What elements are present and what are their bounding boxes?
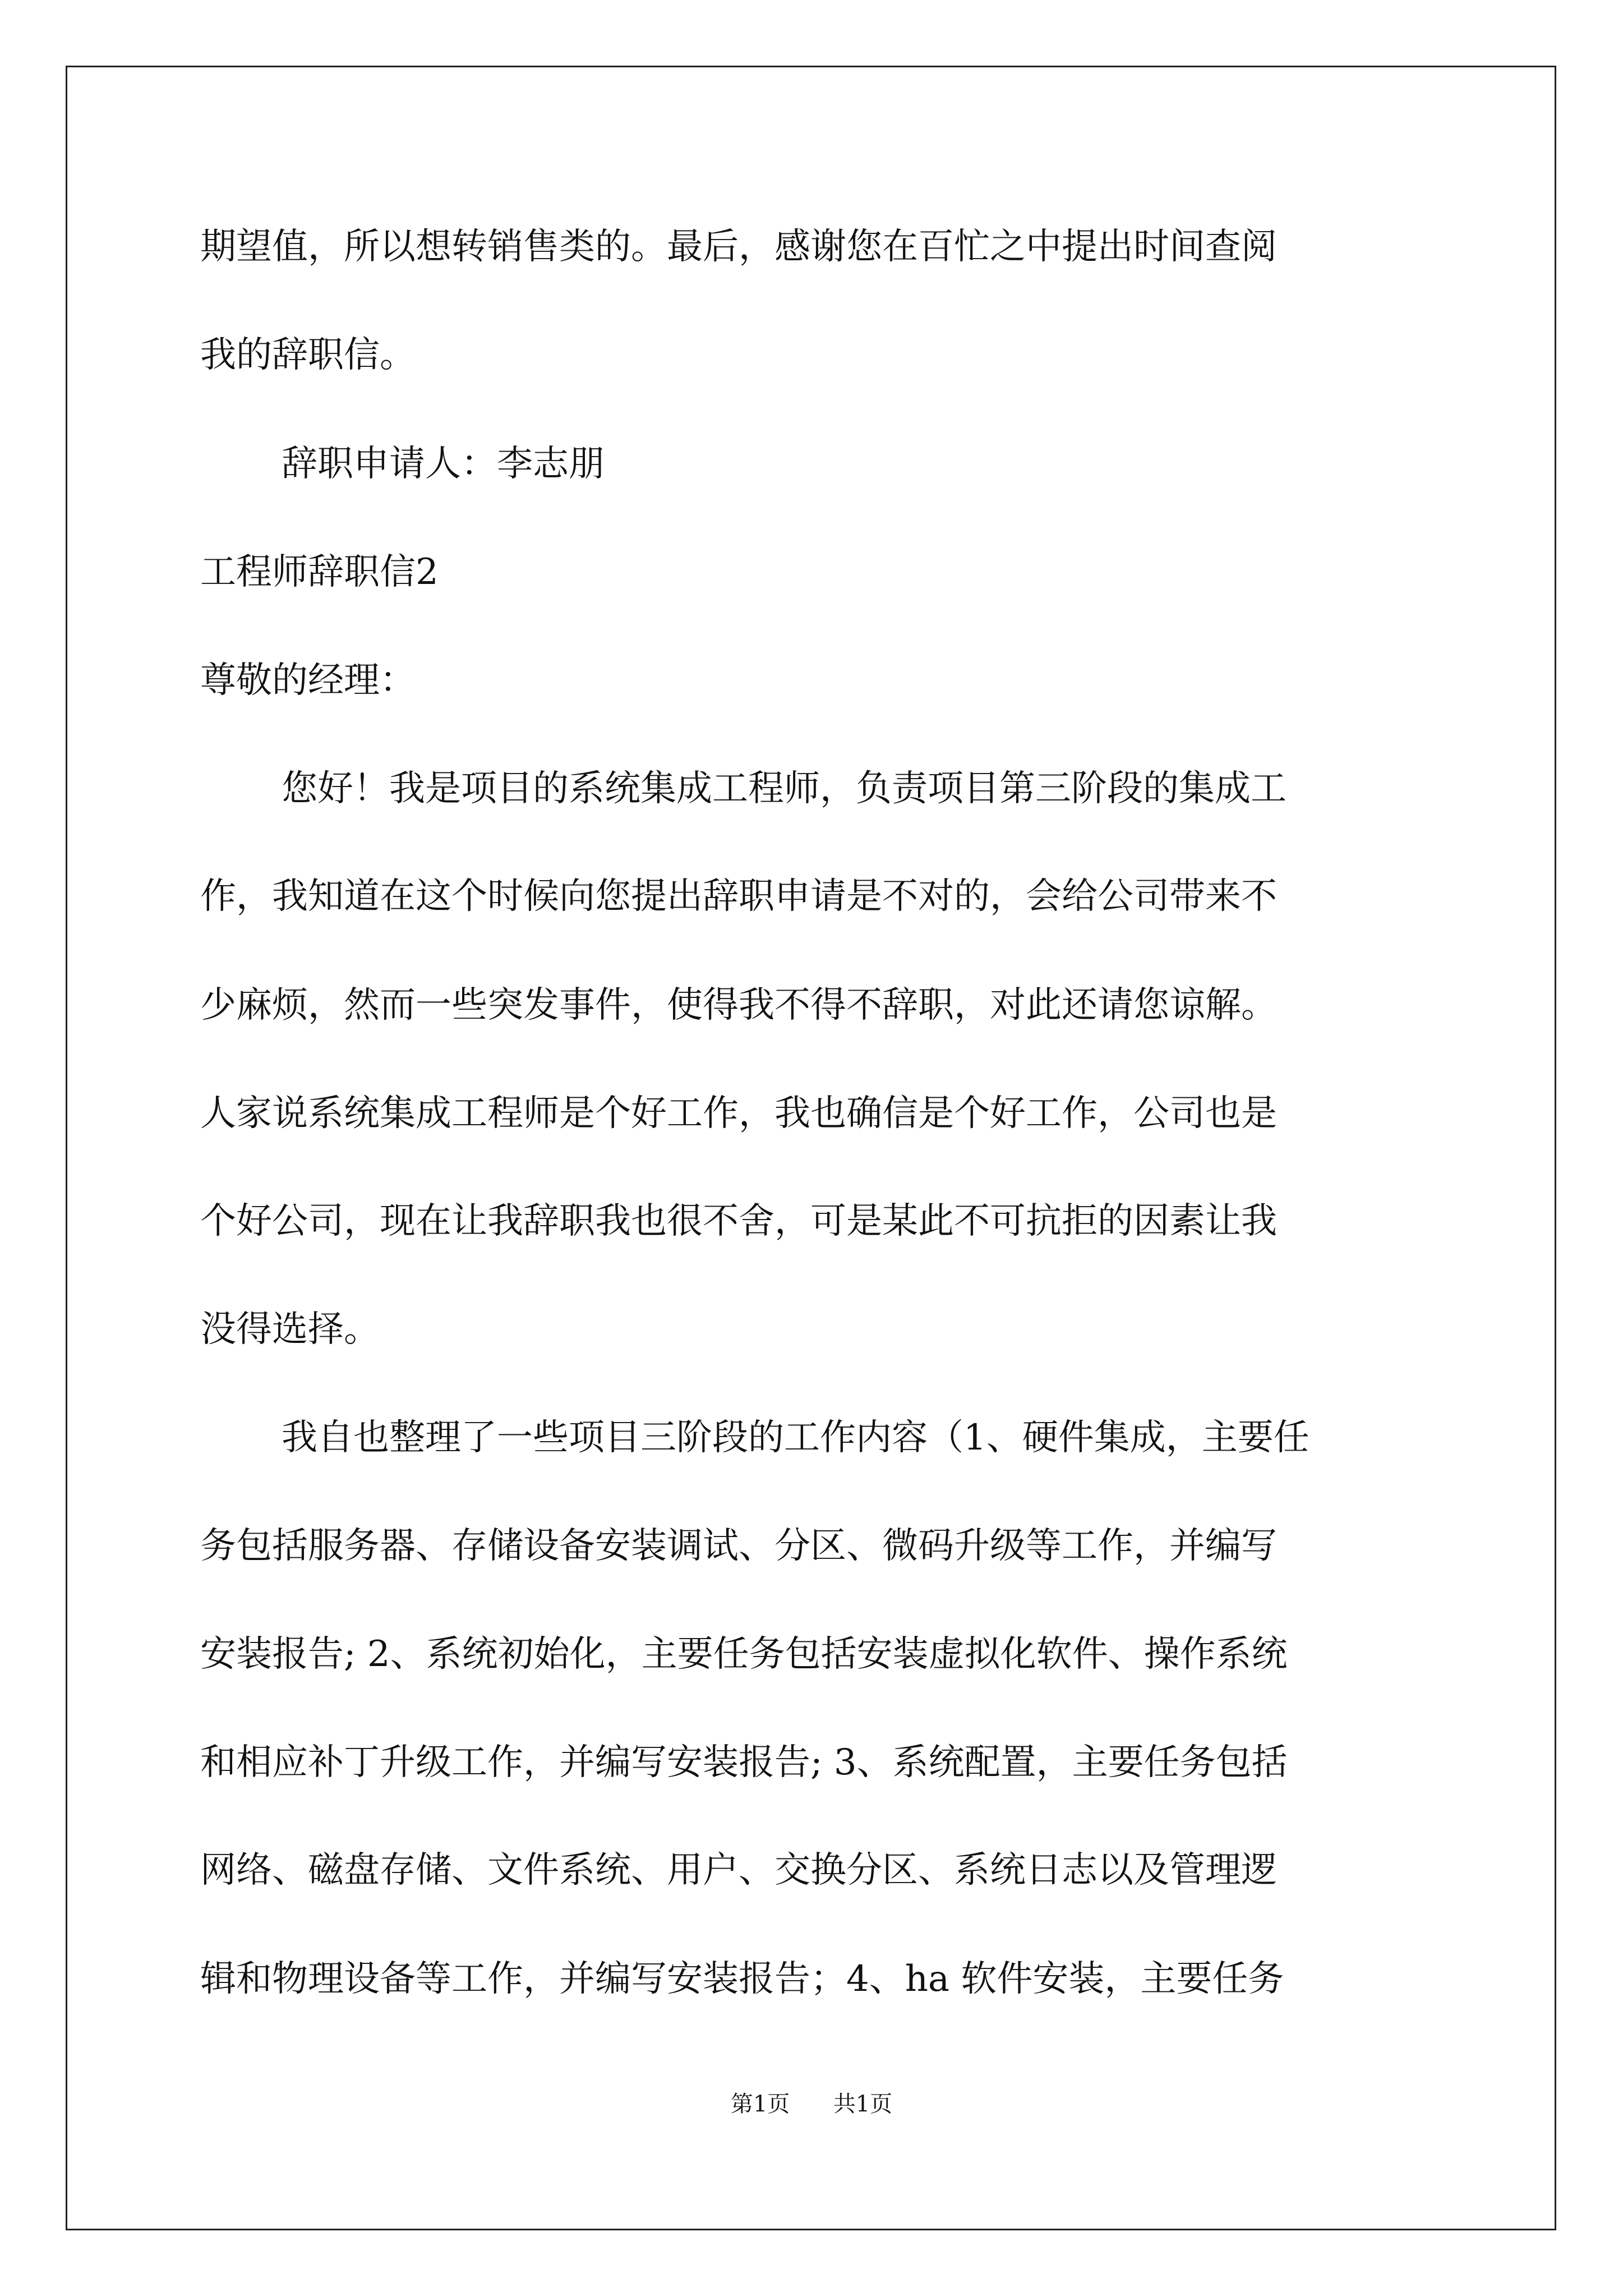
footer-total-pages: 共1页 [833, 2091, 893, 2117]
signature-line: 辞职申请人：李志朋 [282, 443, 605, 485]
body-line-13: 务包括服务器、存储设备安装调试、分区、微码升级等工作，并编写 [200, 1525, 1277, 1567]
page-footer [0, 2090, 1623, 2118]
section-heading: 工程师辞职信2 [200, 551, 439, 593]
body-line-6: 您好！我是项目的系统集成工程师，负责项目第三阶段的集成工 [282, 768, 1287, 809]
body-line-9: 人家说系统集成工程师是个好工作，我也确信是个好工作，公司也是 [200, 1093, 1277, 1134]
salutation: 尊敬的经理： [200, 660, 416, 701]
body-line-10: 个好公司，现在让我辞职我也很不舍，可是某此不可抗拒的因素让我 [200, 1200, 1277, 1242]
body-line-2: 我的辞职信。 [200, 334, 416, 376]
body-line-17: 辑和物理设备等工作，并编写安装报告；4、ha 软件安装，主要任务 [200, 1958, 1284, 2000]
body-line-15: 和相应补丁升级工作，并编写安装报告; 3、系统配置，主要任务包括 [200, 1742, 1288, 1783]
body-line-7: 作，我知道在这个时候向您提出辞职申请是不对的，会给公司带来不 [200, 876, 1277, 917]
body-line-16: 网络、磁盘存储、文件系统、用户、交换分区、系统日志以及管理逻 [200, 1849, 1277, 1891]
body-line-11: 没得选择。 [200, 1309, 380, 1350]
body-line-8: 少麻烦，然而一些突发事件，使得我不得不辞职，对此还请您谅解。 [200, 984, 1277, 1026]
page-border [66, 66, 1556, 2230]
body-line-1: 期望值，所以想转销售类的。最后，感谢您在百忙之中提出时间查阅 [200, 226, 1277, 268]
body-line-14: 安装报告; 2、系统初始化，主要任务包括安装虚拟化软件、操作系统 [200, 1634, 1288, 1675]
footer-page-number: 第1页 [730, 2091, 790, 2117]
body-line-12: 我自也整理了一些项目三阶段的工作内容（1、硬件集成，主要任 [282, 1417, 1310, 1458]
